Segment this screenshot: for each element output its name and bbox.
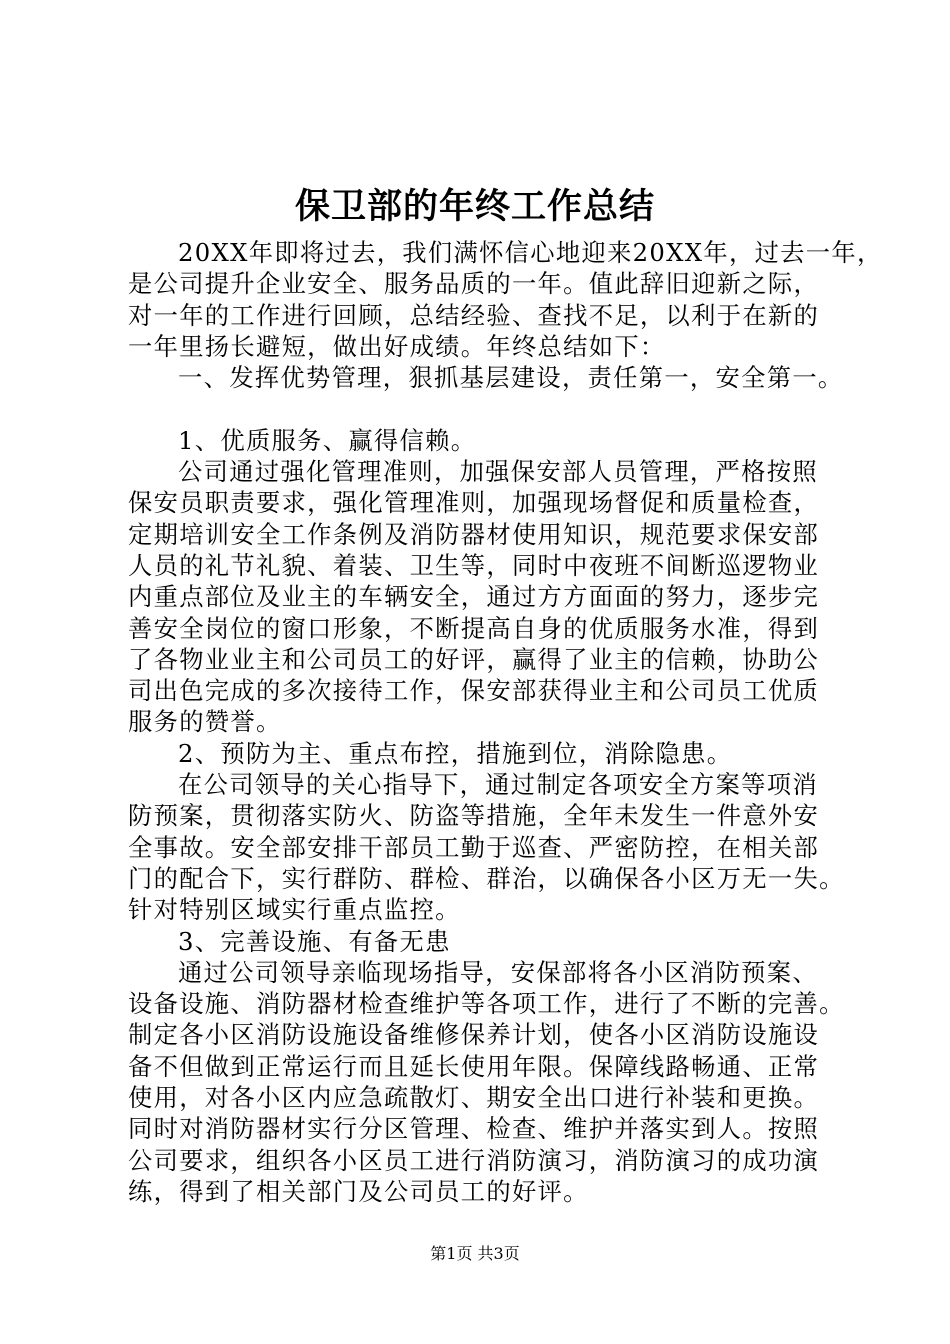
- paragraph-line: 针对特别区域实行重点监控。: [128, 895, 461, 925]
- paragraph-line: 备不但做到正常运行而且延长使用年限。保障线路畅通、正常: [128, 1051, 820, 1081]
- paragraph-line: 防预案，贯彻落实防火、防盗等措施，全年未发生一件意外安: [128, 801, 820, 831]
- paragraph-line: 公司要求，组织各小区员工进行消防演习，消防演习的成功演: [128, 1145, 820, 1175]
- blank-line: [128, 393, 838, 424]
- paragraph-line: 同时对消防器材实行分区管理、检查、维护并落实到人。按照: [128, 1114, 820, 1144]
- paragraph-line: 善安全岗位的窗口形象，不断提高自身的优质服务水准，得到: [128, 613, 820, 643]
- paragraph-line: 在公司领导的关心指导下，通过制定各项安全方案等项消: [178, 770, 818, 800]
- paragraph-line: 公司通过强化管理准则，加强保安部人员管理，严格按照: [178, 457, 818, 487]
- paragraph-line: 20XX年即将过去，我们满怀信心地迎来20XX年，过去一年，: [178, 238, 883, 267]
- paragraph-line: 定期培训安全工作条例及消防器材使用知识，规范要求保安部: [128, 519, 820, 549]
- paragraph-line: 司出色完成的多次接待工作，保安部获得业主和公司员工优质: [128, 676, 820, 706]
- paragraph-line: 使用，对各小区内应急疏散灯、期安全出口进行补装和更换。: [128, 1083, 820, 1113]
- subsection-heading: 1、优质服务、赢得信赖。: [178, 425, 477, 455]
- paragraph-line: 是公司提升企业安全、服务品质的一年。值此辞旧迎新之际，: [128, 269, 820, 299]
- paragraph-line: 服务的赞誉。: [128, 707, 282, 737]
- paragraph-line: 人员的礼节礼貌、着装、卫生等，同时中夜班不间断巡逻物业: [128, 550, 820, 580]
- paragraph-line: 制定各小区消防设施设备维修保养计划，使各小区消防设施设: [128, 1020, 820, 1050]
- paragraph-line: 练，得到了相关部门及公司员工的好评。: [128, 1176, 589, 1206]
- page-number-footer: 第1页 共3页: [430, 1244, 520, 1263]
- paragraph-line: 通过公司领导亲临现场指导，安保部将各小区消防预案、: [178, 957, 818, 987]
- subsection-heading: 2、预防为主、重点布控，措施到位，消除隐患。: [178, 738, 733, 768]
- subsection-heading: 3、完善设施、有备无患: [178, 926, 451, 956]
- paragraph-line: 了各物业业主和公司员工的好评，赢得了业主的信赖，协助公: [128, 644, 820, 674]
- paragraph-line: 设备设施、消防器材检查维护等各项工作，进行了不断的完善。: [128, 989, 845, 1019]
- paragraph-line: 保安员职责要求，强化管理准则，加强现场督促和质量检查，: [128, 488, 820, 518]
- section-heading: 一、发挥优势管理，狠抓基层建设，责任第一，安全第一。: [178, 363, 844, 393]
- paragraph-line: 门的配合下，实行群防、群检、群治，以确保各小区万无一失。: [128, 863, 845, 893]
- document-body: [128, 237, 883, 1207]
- paragraph-line: 一年里扬长避短，做出好成绩。年终总结如下：: [128, 331, 666, 361]
- document-title: 保卫部的年终工作总结: [294, 186, 655, 227]
- paragraph-line: 对一年的工作进行回顾，总结经验、查找不足，以利于在新的: [128, 300, 820, 330]
- paragraph-line: 内重点部位及业主的车辆安全，通过方方面面的努力，逐步完: [128, 582, 820, 612]
- paragraph-line: 全事故。安全部安排干部员工勤于巡查、严密防控，在相关部: [128, 832, 820, 862]
